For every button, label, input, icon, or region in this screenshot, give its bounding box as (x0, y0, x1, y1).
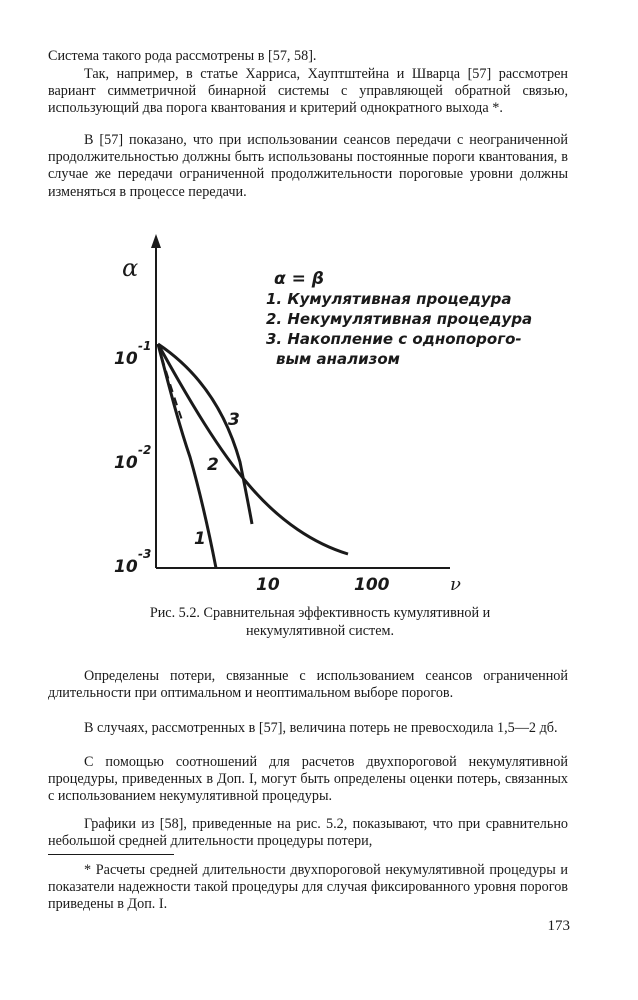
y-tick-base-2: 10 (114, 453, 138, 473)
y-tick-exp-2: -2 (138, 443, 152, 457)
footnote: * Расчеты средней длительности двухпороговой некумулятивной процедуры и показатели надежности такой процедуры для случая фиксированного уровня порогов приведены в Доп. I. (48, 862, 568, 913)
figure-caption: Рис. 5.2. Сравнительная эффективность кумулятивной и некумулятивной систем. (149, 605, 491, 639)
y-axis-symbol: α (122, 254, 139, 282)
legend-item-3-cont: вым анализом (276, 350, 400, 368)
page-number: 173 (547, 918, 570, 934)
paragraph-harris: Так, например, в статье Харриса, Хауптштейна и Шварца [57] рассмотрен вариант симметричной бинарной системы с управляющей обратной связью, использующий два порога квантования и критерий однократного выхода *. (48, 66, 568, 117)
legend-condition: α = β (274, 269, 324, 289)
paragraph-thresholds: В [57] показано, что при использовании сеансов передачи с неограниченной продолжительностью должны быть использованы постоянные пороги квантования, в случае же передачи ограниченной продолжительности пороговые уровни должны изменяться в процессе передачи. (48, 132, 568, 200)
y-tick-label-1 (114, 339, 151, 369)
paragraph-intro: Система такого рода рассмотрены в [57, 58]. (48, 48, 317, 64)
y-axis-arrow (151, 234, 161, 248)
x-tick-label-10: 10 (256, 575, 280, 592)
y-tick-exp-1: -1 (138, 339, 152, 353)
y-tick-base-1: 10 (114, 349, 138, 369)
legend-item-1: 1. Кумулятивная процедура (266, 290, 512, 308)
y-tick-label-3 (114, 547, 151, 577)
curve-label-3: 3 (228, 410, 240, 430)
curve-label-2: 2 (207, 455, 219, 475)
curve-label-1: 1 (194, 529, 206, 549)
legend-item-3: 3. Накопление с однопорого- (266, 330, 522, 348)
paragraph-losses: Определены потери, связанные с использованием сеансов ограниченной длительности при оптимальном и неоптимальном выборе порогов. (48, 668, 568, 702)
paragraph-cases: В случаях, рассмотренных в [57], величина потерь не превосходила 1,5—2 дб. (84, 720, 558, 736)
y-tick-label-2 (114, 443, 151, 473)
legend-item-2: 2. Некумулятивная процедура (266, 310, 533, 328)
figure-5-2 (0, 232, 638, 592)
y-tick-base-3: 10 (114, 557, 138, 577)
footnote-divider (48, 854, 174, 855)
paragraph-graphs: Графики из [58], приведенные на рис. 5.2, показывают, что при сравнительно небольшой средней длительности процедуры потери, (48, 816, 568, 850)
x-axis-symbol: ν (450, 574, 461, 592)
y-tick-exp-3: -3 (138, 547, 152, 561)
paragraph-relations: С помощью соотношений для расчетов двухпороговой некумулятивной процедуры, приведенных в Доп. I, могут быть определены оценки потерь, связанных с использованием некумулятивной процедуры. (48, 754, 568, 805)
x-tick-label-100: 100 (354, 575, 390, 592)
